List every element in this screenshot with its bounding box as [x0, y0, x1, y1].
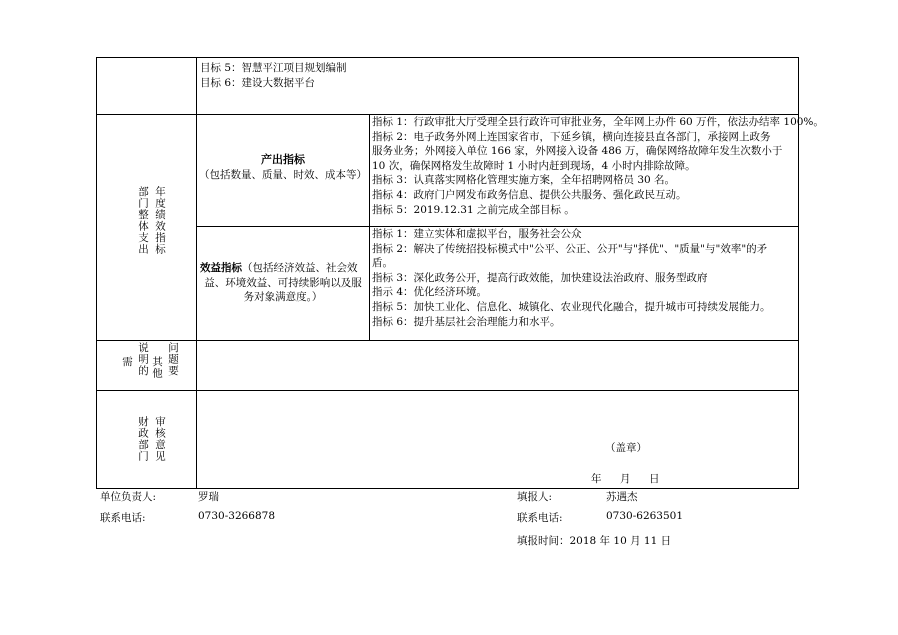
date-day: 日 — [649, 473, 660, 485]
grid-line — [97, 340, 798, 341]
phone-label-left: 联系电话: — [100, 512, 146, 524]
date-year: 年 — [591, 473, 602, 485]
indicator-label-col2: 年度绩效指标 — [154, 186, 166, 255]
date-month: 月 — [620, 473, 631, 485]
benefit-line: 盾。 — [372, 257, 393, 270]
grid-line — [369, 114, 370, 340]
output-line: 指标 4：政府门户网发布政务信息、提供公共服务、强化政民互动。 — [372, 188, 687, 201]
finance-label-col2: 审核意见 — [154, 416, 166, 462]
phone-label-right: 联系电话: — [517, 512, 563, 524]
filler-name: 苏遇杰 — [606, 491, 638, 503]
benefit-indicator-content — [372, 227, 796, 329]
filler-label: 填报人: — [517, 491, 553, 503]
performance-table — [96, 57, 824, 489]
benefit-indicator-label — [197, 261, 369, 305]
benefit-indicator-desc-3: 务对象满意度。） — [243, 291, 323, 304]
other-issues-col2: 说明的 — [137, 342, 149, 377]
output-line: 指标 2：电子政务外网上连国家省市，下延乡镇，横向连接县直各部门，承接网上政务 — [372, 130, 771, 143]
benefit-line: 指标 5：加快工业化、信息化、城镇化、农业现代化融合，提升城市可持续发展能力。 — [372, 300, 771, 313]
output-line: 指标 1：行政审批大厅受理全县行政许可审批业务，全年网上办件 60 万件，依法办结率 100%。 — [372, 116, 824, 128]
benefit-line: 指标 1：建立实体和虚拟平台，服务社会公众 — [372, 228, 582, 240]
grid-line — [97, 390, 798, 391]
finance-review-label — [127, 416, 177, 476]
goal-5: 目标 5：智慧平江项目规划编制 — [200, 62, 347, 74]
output-line: 10 次，确保网格发生故障时 1 小时内赶到现场，4 小时内排除故障。 — [372, 159, 696, 172]
output-indicator-label — [197, 153, 369, 182]
benefit-indicator-title: 效益指标 — [200, 262, 242, 274]
indicator-label — [127, 186, 177, 276]
goals-cell — [200, 61, 347, 90]
output-indicator-content — [372, 115, 824, 217]
benefit-line: 指标 6：提升基层社会治理能力和水平。 — [372, 315, 561, 328]
indicator-label-col1: 部门整体支出 — [137, 186, 149, 255]
output-line: 指标 3：认真落实网格化管理实施方案，全年招聘网格员 30 名。 — [372, 174, 676, 187]
output-indicator-title: 产出指标 — [261, 153, 305, 166]
unit-head-label: 单位负责人: — [100, 491, 157, 503]
other-issues-col4: 问题要 — [167, 342, 179, 377]
output-line: 服务业务；外网接入单位 166 家，外网接入设备 486 万，确保网络故障年发生次数小于 — [372, 145, 783, 158]
output-line: 指标 5：2019.12.31 之前完成全部目标 。 — [372, 203, 575, 216]
phone-right: 0730-6263501 — [606, 510, 684, 522]
benefit-line: 指标 2：解决了传统招投标模式中"公平、公正、公开"与"择优"、"质量"与"效率"的矛 — [372, 242, 768, 255]
benefit-line: 指示 4：优化经济环境。 — [372, 286, 488, 299]
phone-left: 0730-3266878 — [198, 510, 276, 522]
other-issues-col1: 需 — [121, 356, 133, 368]
benefit-line: 指标 3：深化政务公开，提高行政效能，加快建设法治政府、服务型政府 — [372, 271, 708, 284]
other-issues-label — [117, 342, 187, 388]
goal-6: 目标 6：建设大数据平台 — [200, 76, 316, 89]
benefit-indicator-desc-1: （包括经济效益、社会效 — [242, 262, 358, 274]
fill-time: 填报时间：2018 年 10 月 11 日 — [517, 535, 672, 547]
output-indicator-subtitle: （包括数量、质量、时效、成本等） — [199, 168, 367, 181]
other-issues-col3: 其他 — [151, 356, 163, 379]
seal-text: （盖章） — [605, 442, 647, 454]
unit-head-name: 罗瑞 — [198, 491, 219, 503]
finance-label-col1: 财政部门 — [137, 416, 149, 462]
benefit-indicator-desc-2: 益、环境效益、可持续影响以及服 — [204, 276, 362, 289]
